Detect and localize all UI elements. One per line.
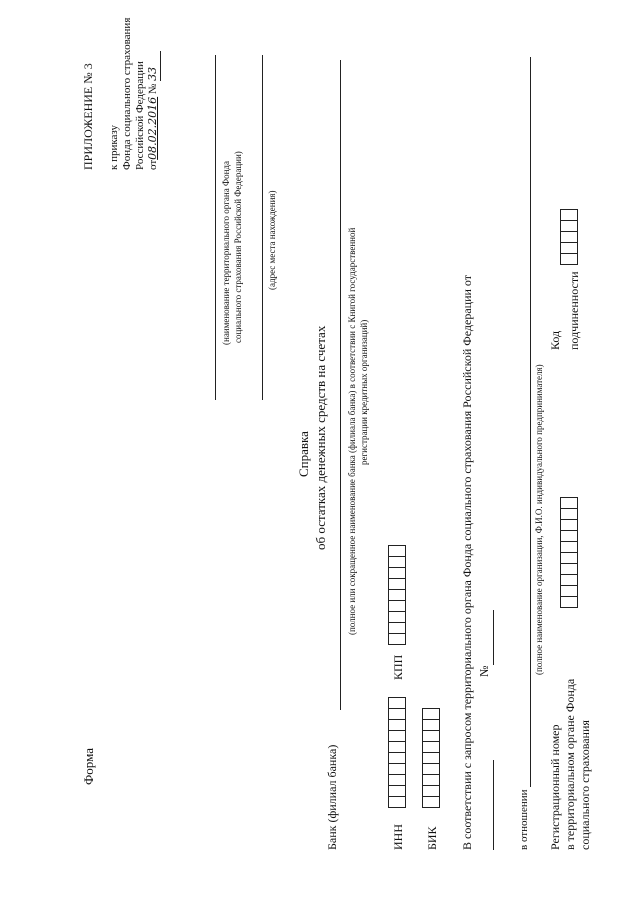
appendix-line-2: Фонда социального страхования (121, 17, 133, 170)
request-number-label: № (477, 665, 491, 677)
regarding-line (530, 57, 531, 787)
org-caption-2: социального страхования Российской Федерации) (233, 151, 243, 343)
request-text: В соответствии с запросом территориального органа Фонда социального страхования Российской Федерации от (460, 274, 474, 850)
address-caption: (адрес места нахождения) (267, 190, 277, 290)
doc-title: Справка (296, 431, 311, 477)
regarding-caption: (полное наименование организации, Ф.И.О. индивидуального предпринимателя) (534, 364, 544, 675)
kpp-label: КПП (391, 654, 405, 680)
date-value: 08.02.2016 (146, 96, 159, 160)
date-prefix: от (147, 159, 159, 170)
reg-number-boxes[interactable] (560, 497, 578, 608)
form-label: Форма (81, 748, 96, 785)
number-value: 33 (147, 51, 161, 81)
request-date-line (493, 760, 494, 850)
bank-label: Банк (филиал банка) (325, 744, 339, 850)
appendix-line-1: к приказу (108, 124, 120, 170)
regarding-label: в отношении (518, 789, 530, 850)
bank-caption-2: регистрации кредитных организаций) (359, 319, 369, 465)
bank-caption-1: (полное или сокращенное наименование банка (филиала банка) в соответствии с Книгой государственной (347, 227, 357, 635)
org-name-line (215, 55, 216, 400)
appendix-line-3: Российской Федерации (134, 61, 146, 170)
appendix-title: ПРИЛОЖЕНИЕ № 3 (81, 63, 95, 170)
address-line (262, 55, 263, 400)
reg-label-1: Регистрационный номер (548, 724, 562, 850)
bank-name-line (340, 60, 341, 710)
subordination-code-boxes[interactable] (560, 209, 578, 265)
reg-label-3: социального страхования (578, 720, 592, 850)
code-label-2: подчиненности (567, 271, 581, 350)
inn-label: ИНН (391, 824, 405, 850)
kpp-boxes[interactable] (388, 545, 406, 645)
doc-subtitle: об остатках денежных средств на счетах (313, 325, 328, 550)
reg-label-2: в территориальном органе Фонда (563, 678, 577, 850)
bik-label: БИК (425, 826, 439, 850)
number-prefix: № (147, 83, 159, 95)
request-number-line (493, 610, 494, 665)
code-label-1: Код (548, 330, 562, 350)
inn-boxes[interactable] (388, 697, 406, 808)
bik-boxes[interactable] (422, 708, 440, 808)
org-caption-1: (наименование территориального органа Фонда (221, 161, 231, 345)
appendix-date-row (147, 51, 161, 170)
